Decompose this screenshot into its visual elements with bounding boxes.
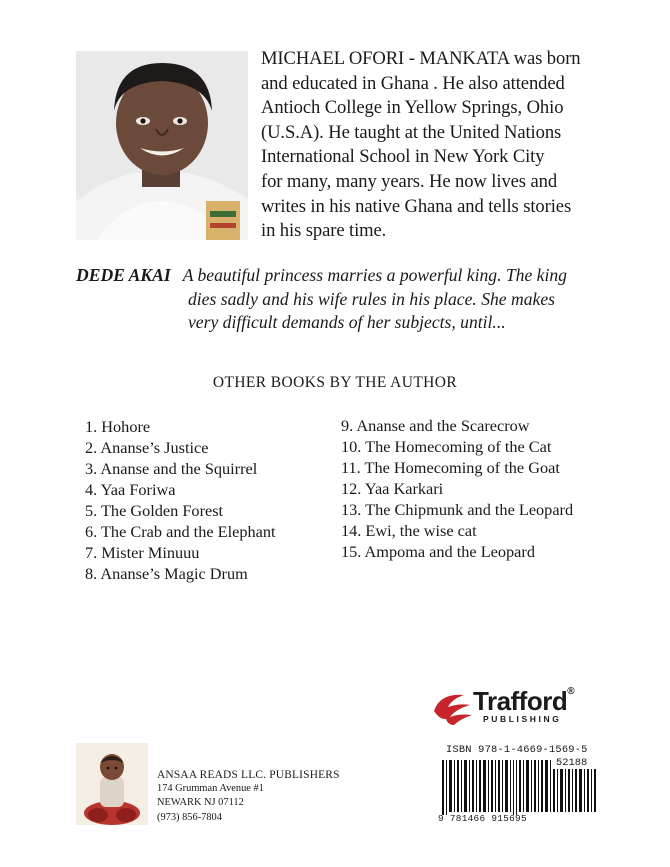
author-photo [76,51,248,240]
bio-line: for many, many years. He now lives and [261,170,558,192]
list-item: 6. The Crab and the Elephant [85,522,276,541]
publisher-photo [76,743,148,825]
logo-wordmark: Trafford® [473,686,575,716]
list-item: 12. Yaa Karkari [341,479,444,498]
bio-line: International School in New York City [261,146,545,168]
logo-subtitle: PUBLISHING [483,714,562,724]
bio-line: writes in his native Ghana and tells stories [261,195,572,217]
list-item: 9. Ananse and the Scarecrow [341,416,530,435]
author-bio [261,47,601,244]
list-item: 13. The Chipmunk and the Leopard [341,500,574,519]
summary-line: A beautiful princess marries a powerful king. The king [182,265,567,285]
list-item: 3. Ananse and the Squirrel [85,459,258,478]
list-item: 11. The Homecoming of the Goat [341,458,560,477]
list-item: 1. Hohore [85,417,151,436]
books-list-right [341,415,573,562]
summary-line: dies sadly and his wife rules in his place. She makes [188,288,555,309]
price-code: 52188 [556,757,588,769]
publisher-address: NEWARK NJ 07112 [157,797,244,809]
books-list-left [85,416,276,584]
list-item: 2. Ananse’s Justice [85,438,209,457]
list-item: 15. Ampoma and the Leopard [341,542,535,561]
publisher-address: 174 Grumman Avenue #1 [157,783,264,795]
ean-number: 9 781466 915695 [438,813,527,824]
bio-line: and educated in Ghana . He also attended [261,72,565,94]
summary-line: very difficult demands of her subjects, until... [188,312,506,333]
list-item: 8. Ananse’s Magic Drum [85,564,248,583]
bio-line: Antioch College in Yellow Springs, Ohio [261,97,564,119]
book-title: DEDE AKAI [76,265,171,285]
bio-line: MICHAEL OFORI - MANKATA was born [261,48,581,69]
bio-line: in his spare time. [261,220,387,242]
publisher-name: ANSAA READS LLC. PUBLISHERS [157,769,340,781]
list-item: 5. The Golden Forest [85,501,224,520]
publisher-phone: (973) 856-7804 [157,811,222,823]
publisher-info [157,768,340,825]
book-summary [76,264,616,335]
list-item: 7. Mister Minuuu [85,543,200,562]
list-item: 14. Ewi, the wise cat [341,521,477,540]
bio-line: (U.S.A). He taught at the United Nations [261,121,562,143]
list-item: 4. Yaa Foriwa [85,480,176,499]
other-books-heading: OTHER BOOKS BY THE AUTHOR [212,374,458,391]
list-item: 10. The Homecoming of the Cat [341,437,552,456]
isbn-text: ISBN 978-1-4669-1569-5 [446,744,588,756]
